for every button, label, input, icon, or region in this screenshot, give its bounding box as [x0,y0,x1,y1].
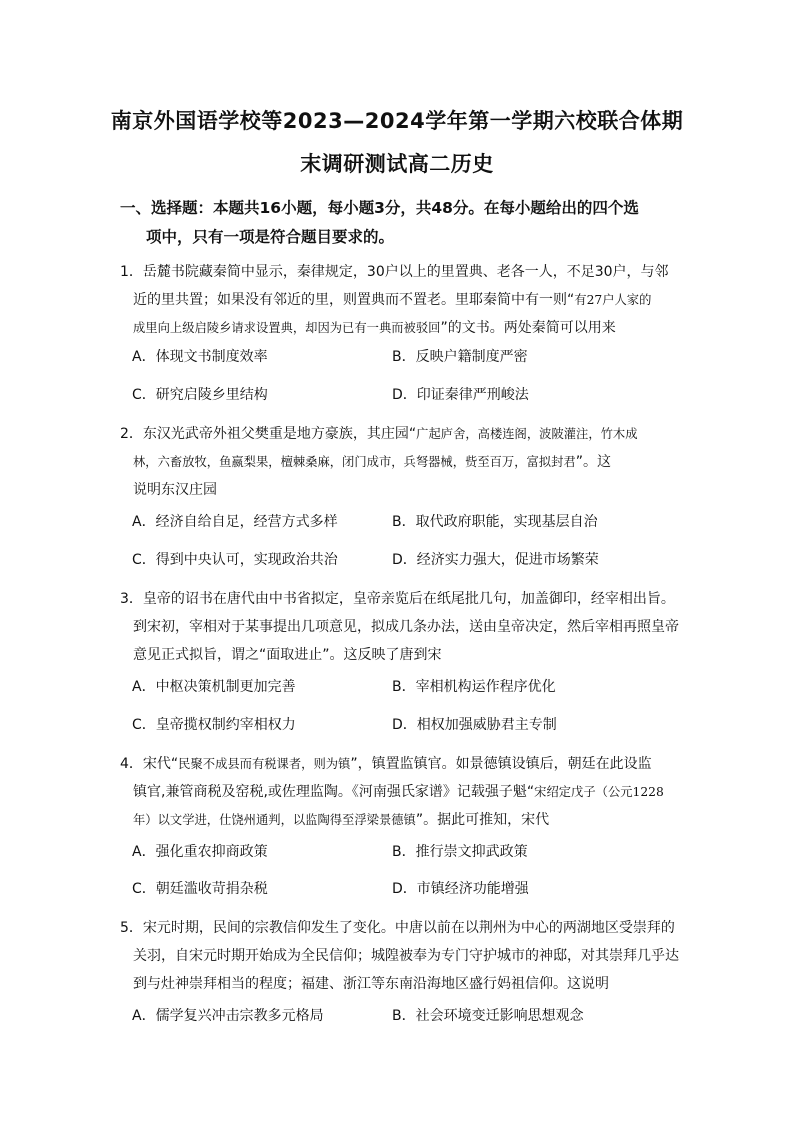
question-4-option-c: C．朝廷滥收苛捐杂税 [132,881,268,897]
quoted-text: 民聚不成县而有税课者，则为镇 [178,757,351,771]
question-2-stem [120,420,680,504]
question-2-option-c: C．得到中央认可，实现政治共治 [132,552,338,568]
question-line [120,750,680,778]
quoted-text: 广起庐舍，高楼连阁，波陂灌注，竹木成 [416,427,638,441]
quoted-text: 有27户人家的 [574,293,652,307]
quoted-text: 成里向上级启陵乡请求设置典，却因为已有一典而被驳回 [133,321,441,335]
question-text: 关羽，自宋元时期开始成为全民信仰；城隍被奉为专门守护城市的神邸，对其崇拜几乎达 [133,948,679,964]
question-text: 3．皇帝的诏书在唐代由中书省拟定，皇帝亲览后在纸尾批几句，加盖御印，经宰相出旨。 [120,591,675,607]
question-3-option-d: D．相权加强威胁君主专制 [392,717,557,733]
question-4-option-d: D．市镇经济功能增强 [392,881,529,897]
question-text: ”。据此可推知，宋代 [415,812,550,828]
question-line [120,286,680,314]
question-1-option-c: C．研究启陵乡里结构 [132,387,268,403]
question-1-option-d: D．印证秦律严刑峻法 [392,387,529,403]
section-heading [120,194,680,252]
question-line [120,641,680,669]
question-3-option-c: C．皇帝揽权制约宰相权力 [132,717,296,733]
question-text: 4．宋代“ [120,756,179,772]
question-4-stem [120,750,680,834]
question-line [120,420,680,448]
question-line [120,585,680,613]
question-text: 意见正式拟旨，谓之“面取进止”。这反映了唐到宋 [133,647,442,663]
question-line [120,613,680,641]
question-2-option-b: B．取代政府职能，实现基层自治 [392,514,598,530]
question-4-option-a: A．强化重农抑商政策 [132,844,268,860]
question-line [120,778,680,806]
question-text: ”的文书。两处秦简可以用来 [440,320,616,336]
question-text: 5．宋元时期，民间的宗教信仰发生了变化。中唐以前在以荆州为中心的两湖地区受崇拜的 [120,920,675,936]
question-text: 近的里共置；如果没有邻近的里，则置典而不置老。里耶秦简中有一则“ [133,292,575,308]
question-text: 到与灶神崇拜相当的程度；福建、浙江等东南沿海地区盛行妈祖信仰。这说明 [133,976,609,992]
question-3-stem [120,585,680,669]
question-line [120,476,680,504]
question-text: 说明东汉庄园 [133,482,217,498]
quoted-text: 林，六畜放牧，鱼嬴梨果，檀棘桑麻，闭门成市，兵弩器械，赀至百万，富拟封君 [133,455,576,469]
question-1-option-b: B．反映户籍制度严密 [392,349,528,365]
question-4-option-b: B．推行崇文抑武政策 [392,844,528,860]
question-3-option-b: B．宰相机构运作程序优化 [392,679,556,695]
question-line [120,806,680,834]
quoted-text: 宋绍定戊子（公元1228 [534,785,664,799]
question-line [120,258,680,286]
question-line [120,970,680,998]
question-line [120,914,680,942]
question-1-option-a: A．体现文书制度效率 [132,349,268,365]
question-5-stem [120,914,680,998]
section-heading-line-2: 项中，只有一项是符合题目要求的。 [146,228,395,246]
question-1-stem [120,258,680,342]
question-line [120,942,680,970]
exam-title-line-1: 南京外国语学校等2023—2024学年第一学期六校联合体期 [110,109,684,133]
question-text: 1．岳麓书院藏秦简中显示，秦律规定，30户以上的里置典、老各一人，不足30户，与邻 [120,264,669,280]
question-text: ”。这 [575,454,611,470]
question-line [120,448,680,476]
section-heading-line-1: 一、选择题：本题共16小题，每小题3分，共48分。在每小题给出的四个选 [120,199,639,217]
question-text: ”，镇置监镇官。如景德镇设镇后，朝廷在此设监 [350,756,652,772]
question-text: 镇官,兼管商税及窑税,或佐理监陶。《河南强氏家谱》记载强子魁“ [133,784,535,800]
question-2-option-d: D．经济实力强大，促进市场繁荣 [392,552,599,568]
question-text: 2．东汉光武帝外祖父樊重是地方豪族，其庄园“ [120,426,417,442]
exam-title-line-2: 末调研测试高二历史 [300,152,494,176]
question-text: 到宋初，宰相对于某事提出几项意见，拟成几条办法，送由皇帝决定，然后宰相再照皇帝 [133,619,679,635]
question-2-option-a: A．经济自给自足，经营方式多样 [132,514,338,530]
question-5-option-a: A．儒学复兴冲击宗教多元格局 [132,1008,324,1024]
question-line [120,314,680,342]
quoted-text: 年）以文学进，仕饶州通判，以监陶得至浮梁景德镇 [133,813,416,827]
question-5-option-b: B．社会环境变迁影响思想观念 [392,1008,584,1024]
question-3-option-a: A．中枢决策机制更加完善 [132,679,296,695]
